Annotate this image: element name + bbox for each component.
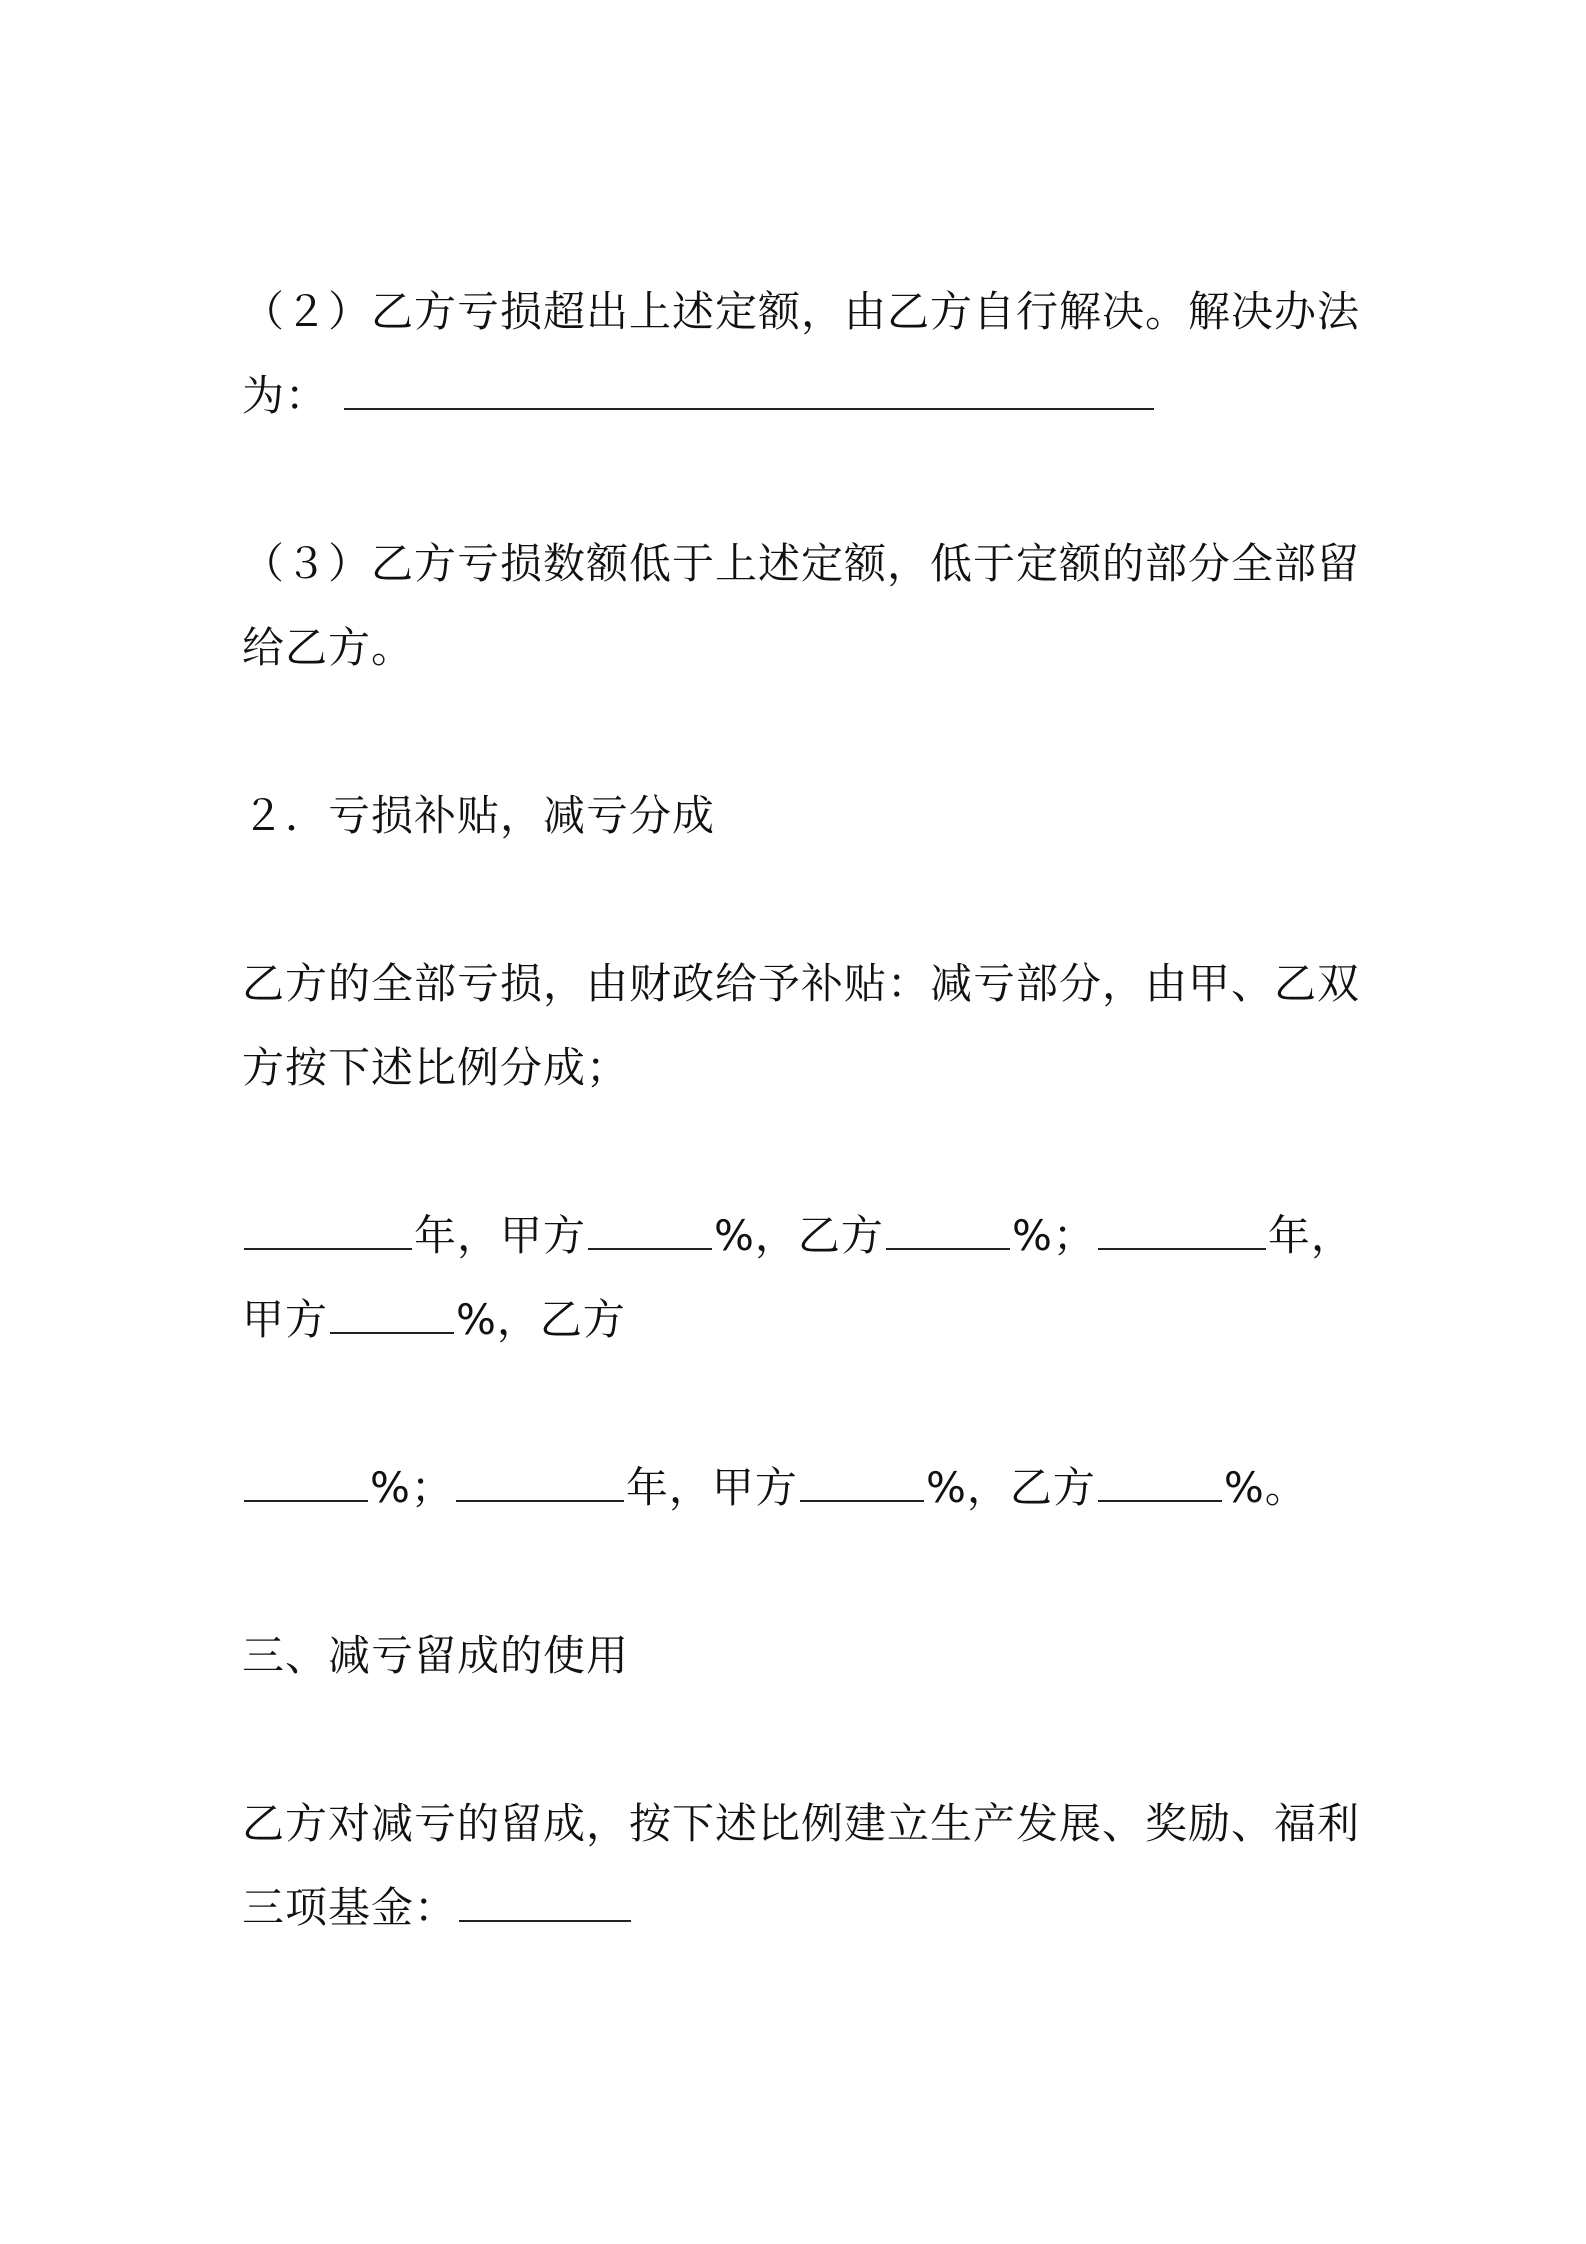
paragraph-line: [242, 354, 1362, 438]
paragraph-loss-below: [242, 522, 1362, 690]
label-text: 年，甲方: [414, 1211, 587, 1260]
paragraph-subsidy: [242, 942, 1362, 1110]
label-text: 年，甲方: [625, 1463, 798, 1512]
fill-blank[interactable]: [244, 1214, 412, 1250]
label-text: 甲方: [242, 1295, 329, 1344]
heading-text: 三、减亏留成的使用: [242, 1631, 630, 1680]
heading-text: ２．亏损补贴，减亏分成: [242, 791, 716, 840]
fill-blank[interactable]: [456, 1466, 624, 1502]
fill-blank[interactable]: [330, 1298, 454, 1334]
fill-blank[interactable]: [1098, 1214, 1266, 1250]
paragraph-ratio-2: [242, 1446, 1362, 1530]
paragraph-line: 给乙方。: [242, 623, 415, 672]
label-text: 为：: [242, 371, 329, 420]
fill-blank[interactable]: [800, 1466, 924, 1502]
label-text: 三项基金：: [242, 1883, 458, 1932]
label-text: %；: [1011, 1211, 1096, 1260]
paragraph-funds: [242, 1782, 1362, 1950]
label-text: 年，: [1267, 1211, 1354, 1260]
label-text: %，乙方: [925, 1463, 1096, 1512]
section-heading-subsidy: [242, 774, 1362, 858]
paragraph-line: 方按下述比例分成；: [242, 1043, 630, 1092]
paragraph-line: [242, 1194, 1362, 1278]
paragraph-line: （２）乙方亏损超出上述定额，由乙方自行解决。解决办法: [242, 287, 1361, 336]
fill-blank[interactable]: [886, 1214, 1010, 1250]
fill-blank[interactable]: [244, 1466, 368, 1502]
fill-blank[interactable]: [588, 1214, 712, 1250]
label-text: %，乙方: [714, 1211, 884, 1260]
fill-blank[interactable]: [459, 1886, 631, 1922]
paragraph-loss-exceed: [242, 270, 1362, 438]
paragraph-line: [242, 1278, 1362, 1362]
document-body: [242, 270, 1362, 2034]
paragraph-line: （３）乙方亏损数额低于上述定额，低于定额的部分全部留: [242, 539, 1361, 588]
paragraph-line: [242, 1446, 1362, 1530]
label-text: %。: [1223, 1463, 1308, 1512]
paragraph-line: 乙方对减亏的留成，按下述比例建立生产发展、奖励、福利: [242, 1799, 1361, 1848]
section-heading-retention: [242, 1614, 1362, 1698]
fill-blank[interactable]: [344, 374, 1154, 410]
fill-blank[interactable]: [1098, 1466, 1222, 1502]
paragraph-ratio-1: [242, 1194, 1362, 1362]
label-text: %，乙方: [456, 1295, 626, 1344]
label-text: %；: [370, 1463, 454, 1512]
paragraph-line: [242, 1866, 1362, 1950]
paragraph-line: 乙方的全部亏损，由财政给予补贴：减亏部分，由甲、乙双: [242, 959, 1361, 1008]
